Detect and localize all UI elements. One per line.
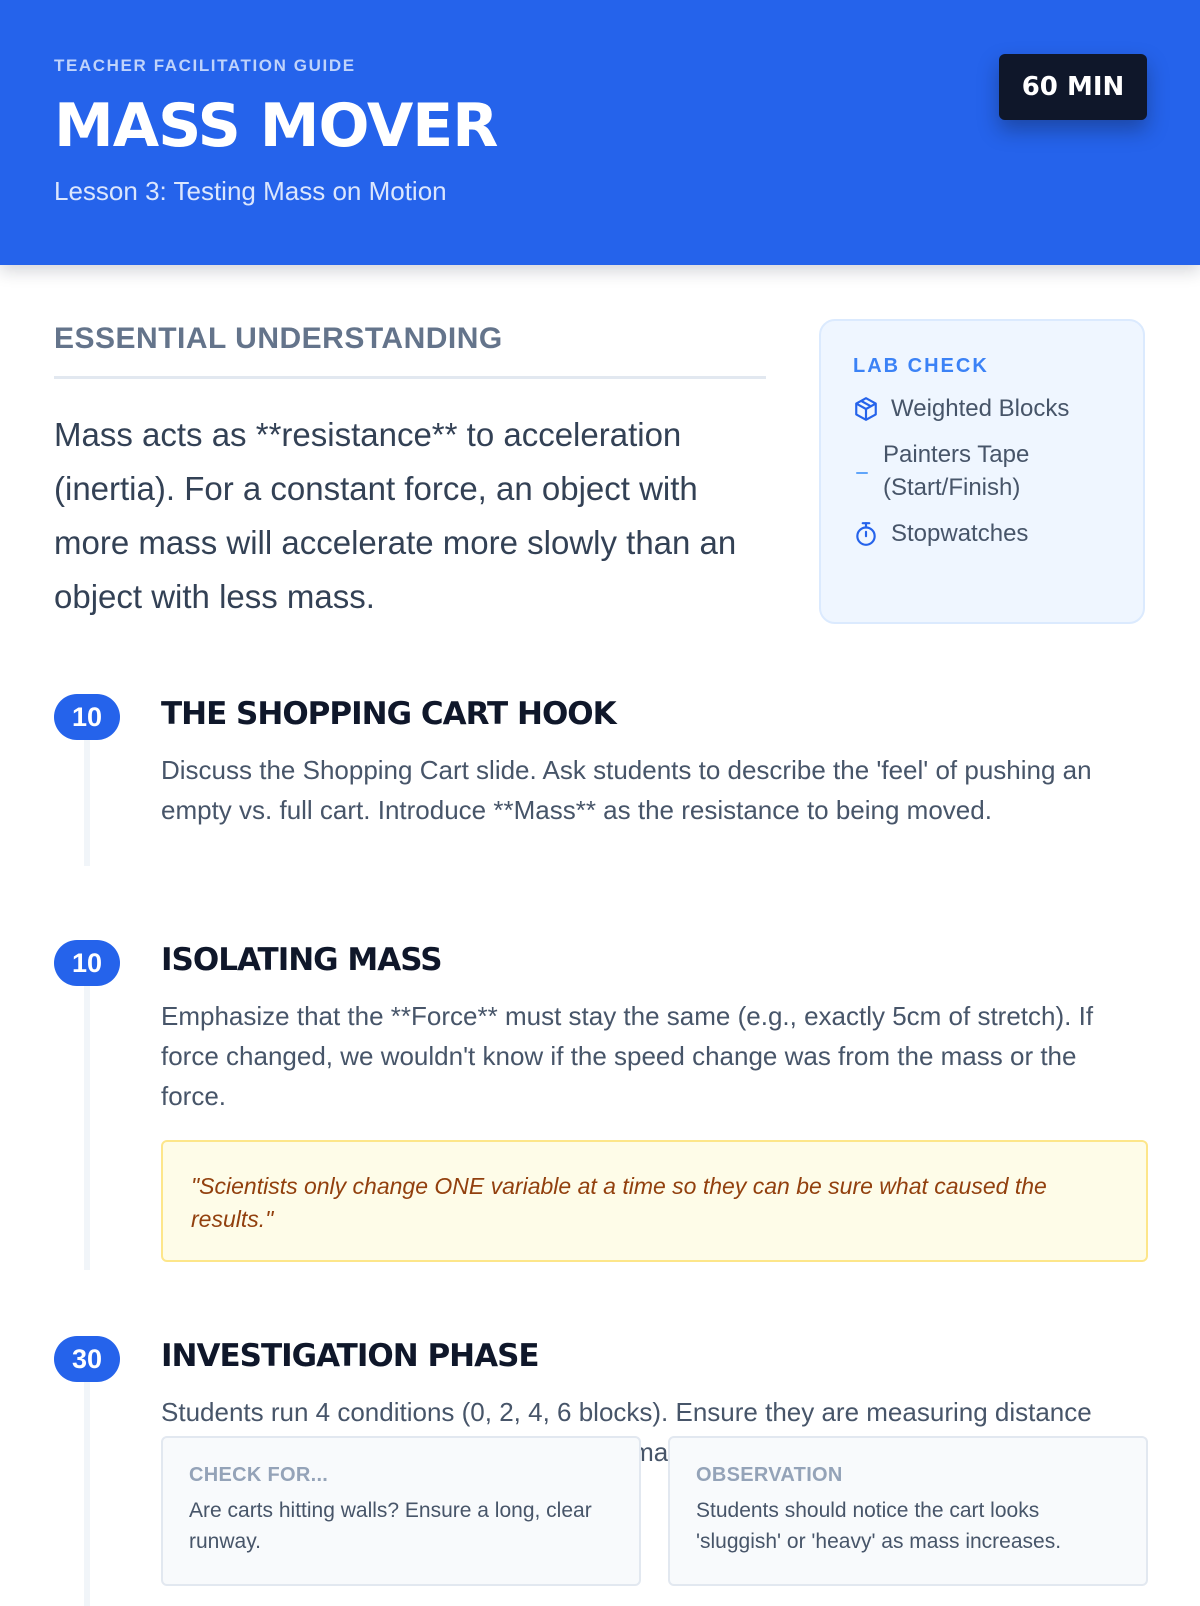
lab-item-weighted-blocks: [853, 392, 1111, 425]
essential-text: Mass acts as **resistance** to acceleration (inertia). For a constant force, an object with more mass will accelerate more slowly than an object with less mass.: [54, 416, 737, 615]
lab-check-title: LAB CHECK: [853, 355, 989, 377]
step-investigation-phase: [54, 1336, 1148, 1600]
step-body: Students run 4 conditions (0, 2, 4, 6 blocks). Ensure they are measuring distance mark.: [161, 1397, 1092, 1467]
lab-item-painters-tape: [853, 438, 1111, 504]
duration-badge: 60 MIN: [999, 54, 1147, 120]
page-title: MASS MOVER: [54, 91, 498, 161]
teacher-quote-callout: "Scientists only change ONE variable at a time so they can be sure what caused the results.": [161, 1140, 1148, 1262]
observation-label: OBSERVATION: [696, 1464, 843, 1486]
step-body: Emphasize that the **Force** must stay the same (e.g., exactly 5cm of stretch). If force changed, we wouldn't know if the speed change was from the mass or the force.: [161, 1001, 1094, 1111]
step-minutes-badge: 10: [54, 694, 120, 740]
observation-text: Students should notice the cart looks 'sluggish' or 'heavy' as mass increases.: [696, 1499, 1062, 1553]
check-for-card: [161, 1436, 641, 1586]
step-shopping-cart-hook: [54, 694, 1148, 874]
tape-icon: [853, 458, 871, 484]
lab-item-label: Weighted Blocks: [891, 395, 1070, 422]
lesson-subtitle: Lesson 3: Testing Mass on Motion: [54, 176, 447, 206]
lab-item-stopwatches: [853, 517, 1111, 550]
guide-eyebrow: TEACHER FACILITATION GUIDE: [54, 56, 356, 75]
guide-header: [0, 0, 1200, 265]
essential-heading: ESSENTIAL UNDERSTANDING: [54, 322, 766, 379]
step-title: INVESTIGATION PHASE: [161, 1338, 539, 1374]
step-title: THE SHOPPING CART HOOK: [161, 696, 616, 732]
step-minutes-badge: 30: [54, 1336, 120, 1382]
lab-item-label: Stopwatches: [891, 520, 1029, 547]
lab-check-card: [819, 319, 1145, 624]
step-body: Discuss the Shopping Cart slide. Ask students to describe the 'feel' of pushing an empty vs. full cart. Introduce **Mass** as the resistance to being moved.: [161, 755, 1092, 825]
step-timeline-line: [84, 970, 90, 1270]
lab-item-label: Painters Tape (Start/Finish): [883, 441, 1030, 501]
check-for-text: Are carts hitting walls? Ensure a long, clear runway.: [189, 1499, 592, 1553]
check-for-label: CHECK FOR...: [189, 1464, 329, 1486]
observation-card: [668, 1436, 1148, 1586]
step-timeline-line: [84, 724, 90, 866]
stopwatch-icon: [853, 521, 879, 547]
step-isolating-mass: [54, 940, 1148, 1270]
cube-icon: [853, 396, 879, 422]
step-title: ISOLATING MASS: [161, 942, 442, 978]
step-timeline-line: [84, 1366, 90, 1606]
step-minutes-badge: 10: [54, 940, 120, 986]
